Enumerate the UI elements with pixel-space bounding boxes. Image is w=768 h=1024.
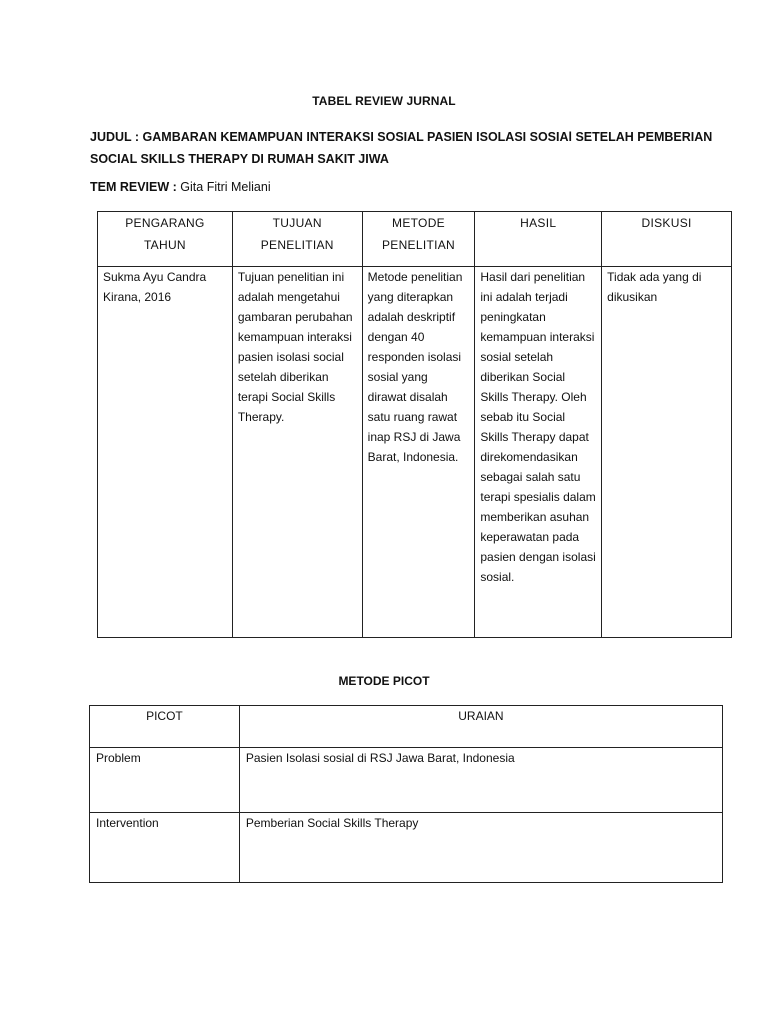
cell-hasil: Hasil dari penelitian ini adalah terjadi peningkatan kemampuan interaksi sosial setelah diberikan Social Skills Therapy. Oleh sebab itu Social Skills Therapy dapat direkomendasikan sebagai salah satu terapi spesialis dalam memberikan asuhan keperawatan pada pasien dengan isolasi sosial.: [475, 267, 602, 638]
journal-title-line-2: SOCIAL SKILLS THERAPY DI RUMAH SAKIT JIWA: [90, 152, 389, 166]
journal-title-line-1: JUDUL : GAMBARAN KEMAMPUAN INTERAKSI SOSIAL PASIEN ISOLASI SOSIAl SETELAH PEMBERIAN: [90, 130, 713, 144]
table-row: [90, 748, 723, 813]
table-row: [98, 267, 732, 638]
cell-metode-penelitian: Metode penelitian yang diterapkan adalah deskriptif dengan 40 responden isolasi sosial yang dirawat disalah satu ruang rawat inap RSJ di Jawa Barat, Indonesia.: [362, 267, 475, 638]
document-title: TABEL REVIEW JURNAL: [312, 94, 456, 108]
header-metode-penelitian: [362, 212, 475, 267]
review-table-header-row: [98, 212, 732, 267]
header-line: PENELITIAN: [381, 238, 456, 252]
cell-tujuan-penelitian: Tujuan penelitian ini adalah mengetahui gambaran perubahan kemampuan interaksi pasien isolasi social setelah diberikan terapi Social Skills Therapy.: [232, 267, 362, 638]
header-line: PENGARANG: [125, 216, 205, 230]
picot-value-problem: Pasien Isolasi sosial di RSJ Jawa Barat, Indonesia: [239, 748, 722, 813]
header-line: METODE: [392, 216, 445, 230]
picot-title: METODE PICOT: [338, 674, 430, 688]
journal-title: [90, 126, 730, 170]
picot-header-row: [90, 706, 723, 748]
picot-label-problem: Problem: [90, 748, 240, 813]
header-line: TUJUAN: [272, 216, 322, 230]
table-row: [90, 813, 723, 883]
header-line: HASIL: [520, 216, 557, 230]
journal-review-table: [97, 211, 732, 638]
header-line: TAHUN: [143, 238, 186, 252]
header-uraian: URAIAN: [239, 706, 722, 748]
header-tujuan-penelitian: [232, 212, 362, 267]
header-line: PENELITIAN: [260, 238, 334, 252]
cell-pengarang-tahun: Sukma Ayu Candra Kirana, 2016: [98, 267, 233, 638]
reviewer-line: [90, 178, 271, 196]
cell-diskusi: Tidak ada yang di dikusikan: [602, 267, 732, 638]
picot-label-intervention: Intervention: [90, 813, 240, 883]
header-pengarang-tahun: [98, 212, 233, 267]
reviewer-label: TEM REVIEW :: [90, 180, 177, 194]
header-line: DISKUSI: [641, 216, 692, 230]
picot-table: [89, 705, 723, 883]
header-hasil: [475, 212, 602, 267]
picot-value-intervention: Pemberian Social Skills Therapy: [239, 813, 722, 883]
header-diskusi: [602, 212, 732, 267]
reviewer-name: Gita Fitri Meliani: [180, 180, 271, 194]
header-picot: PICOT: [90, 706, 240, 748]
